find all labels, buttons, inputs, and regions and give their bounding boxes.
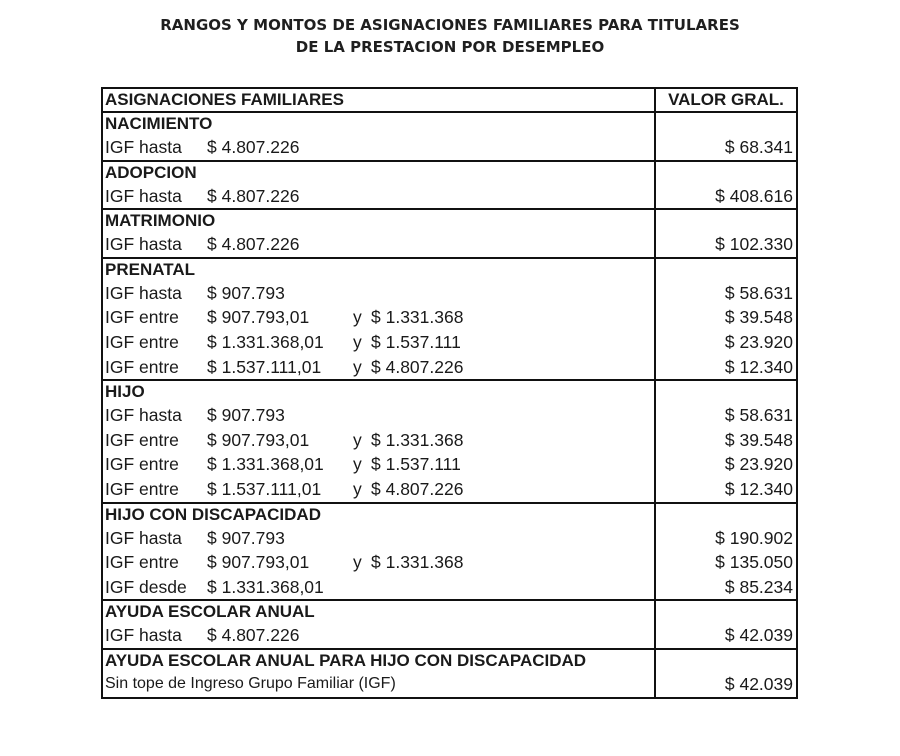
section-value-cell bbox=[656, 504, 796, 600]
table-row bbox=[105, 526, 654, 551]
table-row bbox=[105, 281, 654, 306]
table-section bbox=[103, 381, 796, 503]
section-title-spacer bbox=[656, 601, 793, 623]
table-row bbox=[105, 305, 654, 330]
section-title: HIJO CON DISCAPACIDAD bbox=[105, 504, 321, 524]
row-label: IGF entre bbox=[105, 429, 179, 450]
table-section bbox=[103, 259, 796, 381]
row-amount-from: $ 907.793,01 bbox=[207, 429, 310, 450]
row-value: $ 39.548 bbox=[724, 429, 793, 450]
table-row bbox=[105, 550, 654, 575]
row-amount-to: $ 1.331.368 bbox=[371, 429, 464, 450]
table-row bbox=[105, 355, 654, 380]
row-text: Sin tope de Ingreso Grupo Familiar (IGF) bbox=[105, 674, 396, 692]
row-label: IGF hasta bbox=[105, 527, 182, 548]
section-value-cell bbox=[656, 601, 796, 648]
section-value-cell bbox=[656, 381, 796, 501]
table-section bbox=[103, 601, 796, 650]
row-label: IGF entre bbox=[105, 454, 179, 475]
row-amount-from: $ 4.807.226 bbox=[207, 137, 300, 157]
section-value-cell bbox=[656, 210, 796, 257]
table-row bbox=[105, 623, 654, 648]
row-value: $ 68.341 bbox=[724, 137, 793, 157]
table-row bbox=[105, 428, 654, 453]
section-value-cell bbox=[656, 162, 796, 209]
table-row bbox=[105, 672, 654, 697]
row-amount-from: $ 4.807.226 bbox=[207, 185, 300, 206]
section-description-cell bbox=[103, 601, 656, 648]
section-title-spacer bbox=[656, 113, 793, 135]
table-row bbox=[105, 403, 654, 428]
row-conjunction: y bbox=[353, 454, 362, 475]
table-row bbox=[105, 477, 654, 502]
row-conjunction: y bbox=[353, 307, 362, 328]
table-section bbox=[103, 504, 796, 602]
row-amount-from: $ 1.537.111,01 bbox=[207, 478, 322, 499]
table-section bbox=[103, 210, 796, 259]
row-label: IGF entre bbox=[105, 478, 179, 499]
row-conjunction: y bbox=[353, 331, 362, 352]
row-amount-from: $ 1.331.368,01 bbox=[207, 454, 324, 475]
row-amount-from: $ 1.331.368,01 bbox=[207, 331, 324, 352]
row-value: $ 58.631 bbox=[724, 282, 793, 303]
row-amount-from: $ 907.793,01 bbox=[207, 307, 310, 328]
section-title: PRENATAL bbox=[105, 259, 196, 279]
table-row bbox=[105, 232, 654, 257]
table-header bbox=[103, 89, 796, 113]
row-label: IGF hasta bbox=[105, 137, 182, 157]
header-asignaciones: ASIGNACIONES FAMILIARES bbox=[103, 89, 656, 111]
row-amount-from: $ 1.537.111,01 bbox=[207, 356, 322, 377]
row-amount-from: $ 907.793 bbox=[207, 282, 285, 303]
row-label: IGF entre bbox=[105, 552, 179, 573]
table-row bbox=[105, 575, 654, 600]
row-value: $ 58.631 bbox=[724, 405, 793, 426]
row-label: IGF hasta bbox=[105, 234, 182, 255]
row-value: $ 23.920 bbox=[724, 331, 793, 352]
section-title: AYUDA ESCOLAR ANUAL PARA HIJO CON DISCAPACIDAD bbox=[105, 650, 587, 670]
row-label: IGF desde bbox=[105, 576, 187, 597]
table-section bbox=[103, 162, 796, 211]
table-row bbox=[105, 184, 654, 209]
row-amount-from: $ 4.807.226 bbox=[207, 625, 300, 646]
row-amount-to: $ 4.807.226 bbox=[371, 356, 464, 377]
section-title: HIJO bbox=[105, 382, 145, 402]
row-value: $ 39.548 bbox=[724, 307, 793, 328]
section-title: MATRIMONIO bbox=[105, 211, 216, 231]
section-title-spacer bbox=[656, 210, 793, 232]
section-description-cell bbox=[103, 113, 656, 160]
section-description-cell bbox=[103, 381, 656, 501]
row-value: $ 42.039 bbox=[724, 673, 793, 694]
row-amount-from: $ 1.331.368,01 bbox=[207, 576, 324, 597]
section-description-cell bbox=[103, 210, 656, 257]
row-value: $ 23.920 bbox=[724, 454, 793, 475]
section-title: ADOPCION bbox=[105, 162, 197, 182]
row-value: $ 12.340 bbox=[724, 356, 793, 377]
section-value-cell bbox=[656, 259, 796, 379]
row-conjunction: y bbox=[353, 552, 362, 573]
section-value-cell bbox=[656, 650, 796, 697]
table-section bbox=[103, 113, 796, 162]
row-amount-to: $ 1.331.368 bbox=[371, 307, 464, 328]
row-label: IGF entre bbox=[105, 331, 179, 352]
table-row bbox=[105, 135, 654, 160]
row-amount-from: $ 907.793 bbox=[207, 405, 285, 426]
title-line-1: RANGOS Y MONTOS DE ASIGNACIONES FAMILIARES PARA TITULARES bbox=[160, 16, 740, 34]
table-body bbox=[103, 113, 796, 697]
section-title-spacer bbox=[656, 259, 793, 281]
table-row bbox=[105, 330, 654, 355]
section-description-cell bbox=[103, 650, 656, 697]
row-conjunction: y bbox=[353, 478, 362, 499]
title-line-2: DE LA PRESTACION POR DESEMPLEO bbox=[295, 38, 605, 56]
header-valor-gral: VALOR GRAL. bbox=[668, 90, 784, 109]
section-title: NACIMIENTO bbox=[105, 114, 213, 133]
row-value: $ 12.340 bbox=[724, 478, 793, 499]
row-conjunction: y bbox=[353, 356, 362, 377]
row-value: $ 102.330 bbox=[715, 234, 793, 255]
section-title-spacer bbox=[656, 504, 793, 526]
document-title bbox=[0, 14, 900, 58]
row-value: $ 190.902 bbox=[715, 527, 793, 548]
row-label: IGF entre bbox=[105, 356, 179, 377]
section-title-spacer bbox=[656, 162, 793, 184]
row-value: $ 85.234 bbox=[724, 576, 793, 597]
row-value: $ 408.616 bbox=[715, 185, 793, 206]
row-value: $ 42.039 bbox=[724, 625, 793, 646]
row-amount-to: $ 4.807.226 bbox=[371, 478, 464, 499]
section-description-cell bbox=[103, 504, 656, 600]
section-title: AYUDA ESCOLAR ANUAL bbox=[105, 602, 315, 622]
row-amount-to: $ 1.537.111 bbox=[371, 331, 461, 352]
row-amount-from: $ 907.793,01 bbox=[207, 552, 310, 573]
row-label: IGF hasta bbox=[105, 625, 182, 646]
allowances-table bbox=[101, 87, 798, 699]
row-label: IGF hasta bbox=[105, 405, 182, 426]
row-conjunction: y bbox=[353, 429, 362, 450]
row-label: IGF entre bbox=[105, 307, 179, 328]
row-amount-to: $ 1.331.368 bbox=[371, 552, 464, 573]
table-section bbox=[103, 650, 796, 697]
row-amount-from: $ 907.793 bbox=[207, 527, 285, 548]
row-amount-to: $ 1.537.111 bbox=[371, 454, 461, 475]
row-label: IGF hasta bbox=[105, 282, 182, 303]
row-amount-from: $ 4.807.226 bbox=[207, 234, 300, 255]
section-title-spacer bbox=[656, 650, 793, 672]
table-row bbox=[105, 452, 654, 477]
row-value: $ 135.050 bbox=[715, 552, 793, 573]
section-value-cell bbox=[656, 113, 796, 160]
row-label: IGF hasta bbox=[105, 185, 182, 206]
section-description-cell bbox=[103, 259, 656, 379]
section-description-cell bbox=[103, 162, 656, 209]
section-title-spacer bbox=[656, 381, 793, 403]
